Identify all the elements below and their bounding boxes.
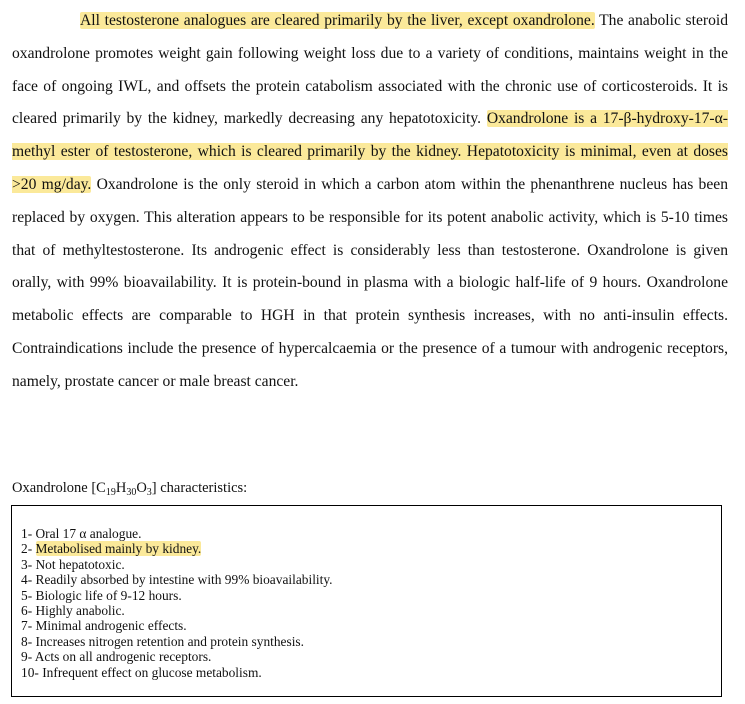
- list-item: 5- Biologic life of 9-12 hours.: [21, 587, 182, 603]
- list-item: 4- Readily absorbed by intestine with 99% bioavailability.: [21, 572, 333, 588]
- body-paragraph: [12, 5, 728, 399]
- highlight-liver-clearance: All testosterone analogues are cleared primarily by the liver, except oxandrolone.: [80, 12, 595, 29]
- paragraph-text: The anabolic steroid oxandrolone promotes weight gain following weight loss due to a variety of conditions, maintains weight in the face of ongoing IWL, and offsets the protein catabolism associated with the chronic use of corticosteroids. It is cleared primarily by the kidney, markedly decreasing any hepatotoxicity.: [12, 12, 728, 128]
- paragraph-text: Oxandrolone is the only steroid in which a carbon atom within the phenanthrene nucleus has been replaced by oxygen. This alteration appears to be responsible for its potent anabolic activity, which is 5-10 times that of methyltestosterone. Its androgenic effect is considerably less than testosterone. Oxandrolone is given orally, with 99% bioavailability. It is protein-bound in plasma with a biologic half-life of 9 hours. Oxandrolone metabolic effects are comparable to HGH in that protein synthesis increases, with no anti-insulin effects. Contraindications include the presence of hypercalcaemia or the presence of a tumour with androgenic receptors, namely, prostate cancer or male breast cancer.: [12, 175, 728, 390]
- list-item: 6- Highly anabolic.: [21, 603, 125, 619]
- list-item: 7- Minimal androgenic effects.: [21, 618, 187, 634]
- list-item: 9- Acts on all androgenic receptors.: [21, 649, 212, 665]
- characteristics-box: [11, 505, 722, 697]
- list-item: 8- Increases nitrogen retention and protein synthesis.: [21, 633, 304, 649]
- highlight-kidney-metabolism: Metabolised mainly by kidney.: [35, 541, 202, 557]
- characteristics-caption: Oxandrolone $[C_{19}H_{30}O_3]$ characteristics:: [12, 480, 248, 498]
- list-item: 2- Metabolised mainly by kidney.: [21, 541, 202, 557]
- list-item: 1- Oral 17 α analogue.: [21, 526, 142, 541]
- highlight-ester-description: Oxandrolone is a 17-β-hydroxy-17-α-methyl ester of testosterone, which is cleared primarily by the kidney. Hepatotoxicity is minimal, even at doses >20 mg/day.: [12, 110, 728, 193]
- list-item: 10- Infrequent effect on glucose metabolism.: [21, 664, 262, 680]
- list-item: 3- Not hepatotoxic.: [21, 556, 125, 572]
- characteristics-list: [12, 506, 721, 680]
